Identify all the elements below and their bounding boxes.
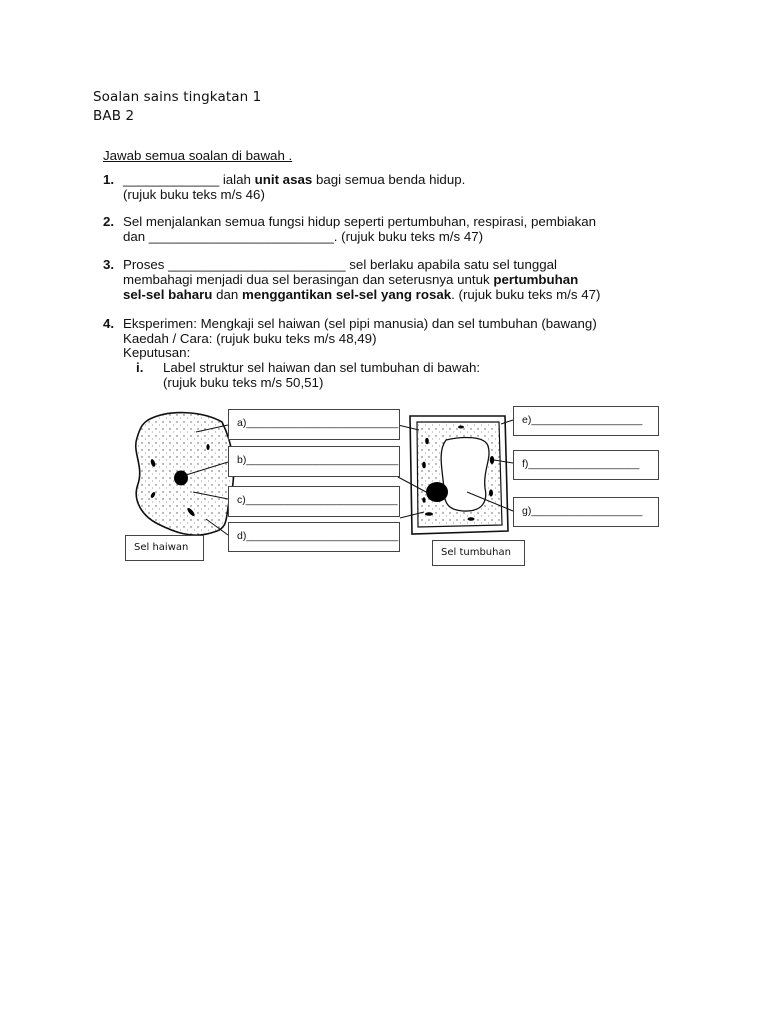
q2-blank[interactable]: _________________________ (148, 229, 334, 244)
q3-bold3: menggantikan sel-sel yang rosak (242, 287, 452, 302)
q2-line1: Sel menjalankan semua fungsi hidup seperti pertumbuhan, respirasi, pembiakan (123, 214, 597, 229)
q2-text: dan (123, 229, 149, 244)
q1-text: ialah (219, 172, 255, 187)
q1-number: 1. (103, 172, 115, 187)
q3-blank[interactable]: ________________________ (168, 257, 346, 272)
label-box-c[interactable] (228, 486, 400, 517)
animal-cell (136, 413, 234, 536)
label-a: a)__________________________ (237, 417, 399, 429)
q3-bold: pertumbuhan (493, 272, 579, 287)
plant-vacuole (441, 438, 489, 512)
label-box-f[interactable] (513, 450, 659, 480)
label-box-d[interactable] (228, 522, 400, 552)
q4-number: 4. (103, 316, 115, 331)
plant-nucleus (426, 482, 448, 502)
animal-cell-caption (125, 535, 204, 561)
label-d: d)__________________________ (237, 530, 399, 542)
label-f: f)___________________ (522, 458, 640, 470)
q2-number: 2. (103, 214, 115, 229)
plant-caption-text: Sel tumbuhan (441, 547, 511, 558)
q1-blank[interactable]: _____________ (123, 172, 220, 187)
instruction: Jawab semua soalan di bawah . (103, 148, 293, 163)
label-c: c)__________________________ (237, 494, 398, 506)
q3-text3: dan (212, 287, 243, 302)
q3-bold2: sel-sel baharu (123, 287, 213, 302)
q3-text: Proses (123, 257, 169, 272)
q3-number: 3. (103, 257, 115, 272)
document-title: Soalan sains tingkatan 1 (93, 89, 262, 105)
q1-bold: unit asas (254, 172, 313, 187)
q4-line3: Keputusan: (123, 345, 191, 360)
q3-ref: . (rujuk buku teks m/s 47) (451, 287, 601, 302)
label-box-g[interactable] (513, 497, 659, 527)
q1-ref: (rujuk buku teks m/s 46) (123, 187, 265, 202)
label-e: e)___________________ (522, 414, 643, 426)
label-box-a[interactable] (228, 409, 400, 440)
q1-text-end: bagi semua benda hidup. (312, 172, 466, 187)
plant-cell (398, 416, 513, 534)
q4-line1: Eksperimen: Mengkaji sel haiwan (sel pipi manusia) dan sel tumbuhan (bawang) (123, 316, 597, 331)
plant-cell-caption (432, 540, 525, 566)
q3-text-end: sel berlaku apabila satu sel tunggal (345, 257, 557, 272)
label-b: b)__________________________ (237, 454, 399, 466)
q4-line2: Kaedah / Cara: (rujuk buku teks m/s 48,49) (123, 331, 377, 346)
animal-nucleus (174, 471, 188, 486)
q4-sub-line2: (rujuk buku teks m/s 50,51) (163, 375, 324, 390)
label-g: g)___________________ (522, 505, 643, 517)
chapter-label: BAB 2 (93, 108, 135, 124)
label-box-b[interactable] (228, 446, 400, 477)
q3-text2: membahagi menjadi dua sel berasingan dan seterusnya untuk (123, 272, 494, 287)
animal-caption-text: Sel haiwan (134, 542, 189, 553)
q2-ref: . (rujuk buku teks m/s 47) (333, 229, 484, 244)
q4-sub-number: i. (136, 360, 144, 375)
label-box-e[interactable] (513, 406, 659, 436)
q4-sub-line1: Label struktur sel haiwan dan sel tumbuhan di bawah: (163, 360, 481, 375)
